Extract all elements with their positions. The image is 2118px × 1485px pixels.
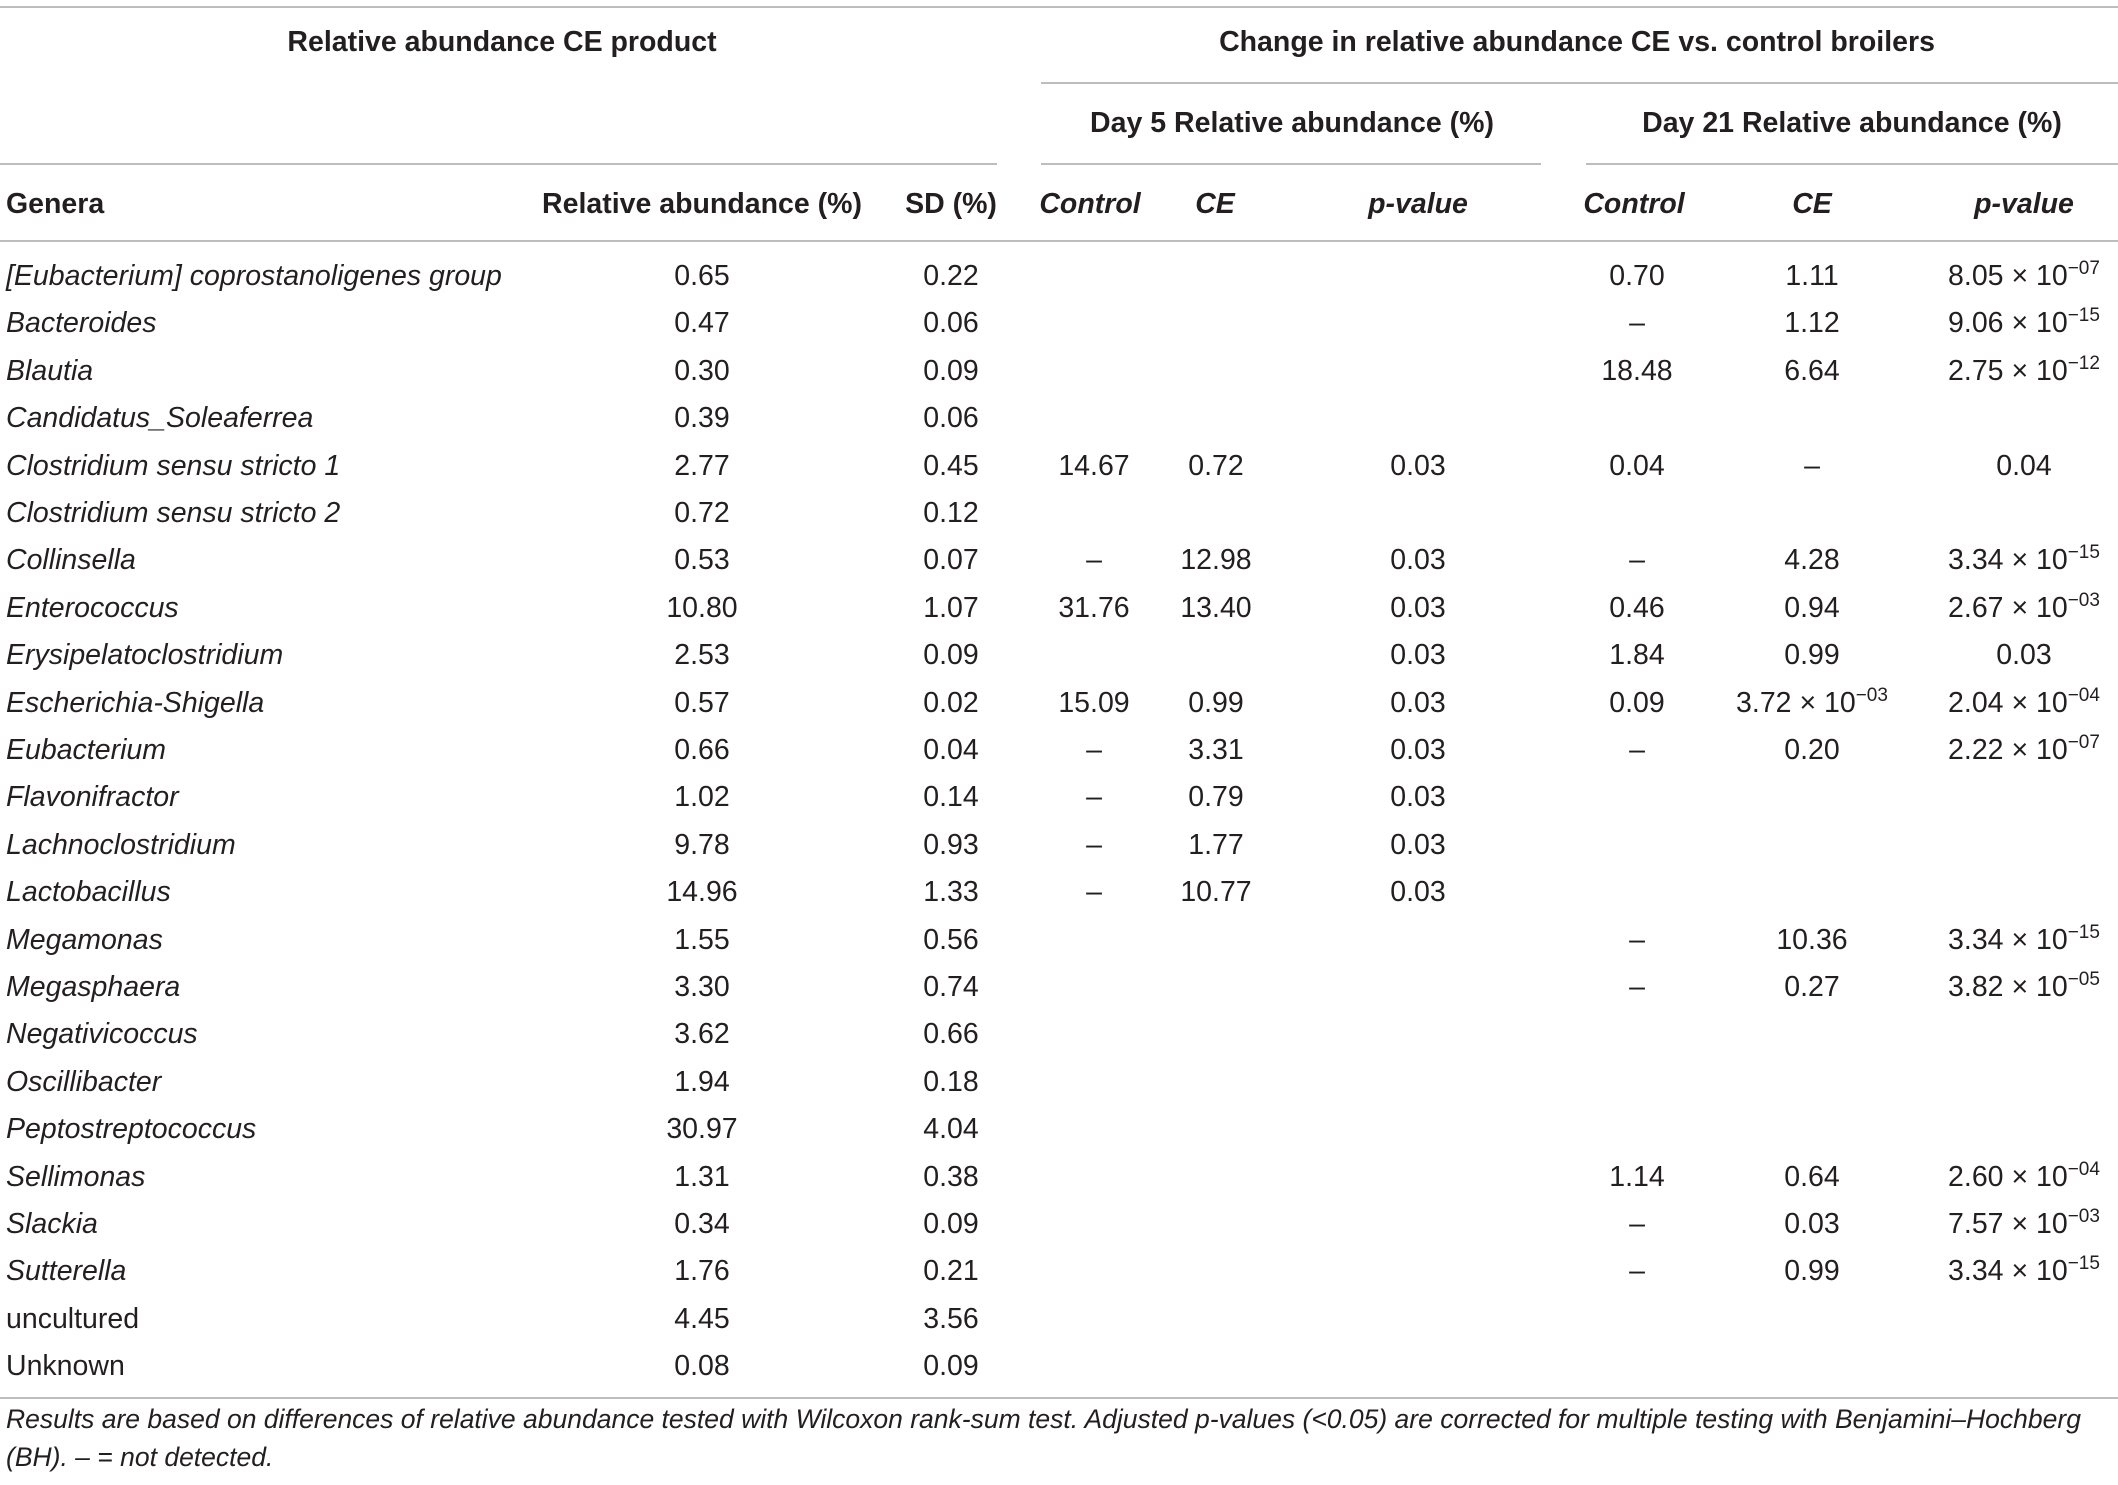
cell-d21-control: 0.04 [1609, 450, 1665, 482]
cell-relative-abundance: 10.80 [666, 592, 738, 624]
cell-d21-ce: – [1804, 450, 1820, 482]
cell-d21-ce-exponent: −03 [1855, 685, 1888, 706]
table-bottom-rule [0, 1397, 2118, 1399]
cell-d21-p-exponent: −03 [2067, 590, 2100, 611]
cell-d5-p: 0.03 [1390, 687, 1446, 719]
cell-d5-control: 14.67 [1058, 450, 1130, 482]
cell-d21-p: $8.05 \times 10^{-07}$ [1948, 258, 2100, 292]
cell-d5-ce: 0.99 [1188, 687, 1244, 719]
header-day5: Day 5 Relative abundance (%) [1090, 107, 1494, 139]
cell-genus: Lactobacillus [6, 876, 171, 908]
cell-sd: 0.06 [923, 402, 979, 434]
cell-d21-p-exponent: −03 [2067, 1206, 2100, 1227]
cell-d5-control: – [1086, 829, 1102, 861]
cell-relative-abundance: 30.97 [666, 1113, 738, 1145]
cell-sd: 0.38 [923, 1161, 979, 1193]
cell-d5-ce: 10.77 [1180, 876, 1252, 908]
col-genera: Genera [6, 188, 105, 220]
cell-d5-p: 0.03 [1390, 639, 1446, 671]
cell-d21-control: 0.70 [1609, 260, 1665, 292]
cell-d5-p: 0.03 [1390, 829, 1446, 861]
cell-sd: 0.18 [923, 1066, 979, 1098]
cell-d21-ce: $3.72 \times 10^{-03}$ [1736, 685, 1888, 719]
day21-rule [1586, 163, 2118, 165]
cell-d21-p: $3.34 \times 10^{-15}$ [1948, 1253, 2100, 1287]
cell-genus: uncultured [6, 1303, 140, 1335]
cell-relative-abundance: 1.76 [674, 1255, 730, 1287]
cell-d21-control: 1.14 [1609, 1161, 1665, 1193]
cell-d5-p: 0.03 [1390, 781, 1446, 813]
cell-sd: 0.06 [923, 307, 979, 339]
cell-d21-ce: 1.11 [1785, 260, 1839, 292]
cell-sd: 0.21 [923, 1255, 979, 1287]
cell-genus: Blautia [6, 355, 94, 387]
cell-sd: 0.02 [923, 687, 979, 719]
cell-d21-control: – [1629, 1208, 1645, 1240]
cell-d21-ce: 10.36 [1776, 924, 1848, 956]
cell-sd: 0.07 [923, 544, 979, 576]
cell-sd: 0.09 [923, 355, 979, 387]
cell-genus: Unknown [6, 1350, 125, 1382]
cell-genus: Peptostreptococcus [6, 1113, 257, 1145]
cell-sd: 0.14 [923, 781, 979, 813]
table-top-rule [0, 6, 2118, 8]
cell-d5-p: 0.03 [1390, 592, 1446, 624]
cell-sd: 0.09 [923, 639, 979, 671]
cell-relative-abundance: 0.72 [674, 497, 730, 529]
cell-d21-p-exponent: −15 [2067, 305, 2100, 326]
cell-d5-ce: 0.79 [1188, 781, 1244, 813]
cell-d21-control: 0.46 [1609, 592, 1665, 624]
day5-rule [1041, 163, 1541, 165]
col-relative-abundance: Relative abundance (%) [542, 188, 862, 220]
cell-sd: 1.07 [923, 592, 979, 624]
cell-d5-p: 0.03 [1390, 544, 1446, 576]
cell-relative-abundance: 0.08 [674, 1350, 730, 1382]
cell-d21-p: 0.04 [1996, 450, 2052, 482]
cell-d21-p-exponent: −15 [2067, 922, 2100, 943]
cell-d21-control: – [1629, 307, 1645, 339]
cell-d21-p-exponent: −04 [2067, 1159, 2100, 1180]
cell-d5-p: 0.03 [1390, 734, 1446, 766]
cell-d5-ce: 1.77 [1188, 829, 1244, 861]
cell-sd: 0.09 [923, 1350, 979, 1382]
cell-sd: 0.56 [923, 924, 979, 956]
cell-genus: Escherichia-Shigella [6, 687, 265, 719]
cell-d21-p: $2.75 \times 10^{-12}$ [1948, 353, 2100, 387]
cell-relative-abundance: 2.53 [674, 639, 730, 671]
cell-relative-abundance: 0.57 [674, 687, 730, 719]
cell-relative-abundance: 0.53 [674, 544, 730, 576]
cell-d5-p: 0.03 [1390, 876, 1446, 908]
cell-d21-control: – [1629, 544, 1645, 576]
cell-relative-abundance: 0.34 [674, 1208, 730, 1240]
cell-relative-abundance: 3.30 [674, 971, 730, 1003]
cell-genus: Candidatus_Soleaferrea [6, 402, 314, 434]
col-d5-ce: CE [1195, 188, 1235, 220]
group-rule-right [1041, 82, 2118, 84]
cell-relative-abundance: 0.66 [674, 734, 730, 766]
cell-sd: 4.04 [923, 1113, 979, 1145]
cell-genus: Clostridium sensu stricto 1 [6, 450, 341, 482]
cell-d21-p: 0.03 [1996, 639, 2052, 671]
cell-genus: Negativicoccus [6, 1018, 198, 1050]
cell-genus: Clostridium sensu stricto 2 [6, 497, 341, 529]
cell-d21-control: 18.48 [1601, 355, 1673, 387]
cell-d21-ce: 0.64 [1784, 1161, 1840, 1193]
cell-d21-p: $7.57 \times 10^{-03}$ [1948, 1206, 2100, 1240]
header-day21: Day 21 Relative abundance (%) [1642, 107, 2062, 139]
cell-d21-ce: 6.64 [1784, 355, 1840, 387]
cell-d5-control: – [1086, 544, 1102, 576]
cell-genus: [Eubacterium] coprostanoligenes group [6, 260, 502, 292]
cell-relative-abundance: 0.65 [674, 260, 730, 292]
cell-relative-abundance: 2.77 [674, 450, 730, 482]
cell-d5-control: 31.76 [1058, 592, 1130, 624]
cell-sd: 1.33 [923, 876, 979, 908]
cell-sd: 0.66 [923, 1018, 979, 1050]
cell-sd: 0.12 [923, 497, 979, 529]
cell-genus: Flavonifractor [6, 781, 179, 813]
cell-d21-control: 0.09 [1609, 687, 1665, 719]
col-d5-control: Control [1039, 188, 1141, 220]
cell-genus: Erysipelatoclostridium [6, 639, 284, 671]
cell-sd: 3.56 [923, 1303, 979, 1335]
cell-d21-p: $3.82 \times 10^{-05}$ [1948, 969, 2100, 1003]
cell-d21-control: – [1629, 734, 1645, 766]
cell-relative-abundance: 1.55 [674, 924, 730, 956]
group-rule-left [0, 163, 997, 165]
cell-d21-control: – [1629, 924, 1645, 956]
col-d21-ce: CE [1792, 188, 1832, 220]
cell-d21-ce: 0.27 [1784, 971, 1840, 1003]
cell-relative-abundance: 4.45 [674, 1303, 730, 1335]
col-d21-p: p-value [1974, 188, 2074, 220]
cell-relative-abundance: 1.02 [674, 781, 730, 813]
cell-genus: Enterococcus [6, 592, 179, 624]
cell-d5-control: 15.09 [1058, 687, 1130, 719]
cell-d5-control: – [1086, 876, 1102, 908]
cell-d5-control: – [1086, 781, 1102, 813]
cell-d21-p: $2.60 \times 10^{-04}$ [1948, 1159, 2100, 1193]
cell-d21-p: $3.34 \times 10^{-15}$ [1948, 542, 2100, 576]
cell-d5-ce: 0.72 [1188, 450, 1244, 482]
header-right-group: Change in relative abundance CE vs. control broilers [1219, 26, 1935, 58]
cell-d21-p-exponent: −05 [2067, 969, 2100, 990]
cell-genus: Sutterella [6, 1255, 127, 1287]
cell-sd: 0.45 [923, 450, 979, 482]
header-bottom-rule [0, 240, 2118, 242]
cell-genus: Slackia [6, 1208, 98, 1240]
cell-genus: Sellimonas [6, 1161, 146, 1193]
cell-sd: 0.09 [923, 1208, 979, 1240]
cell-d21-ce: 0.99 [1784, 639, 1840, 671]
cell-relative-abundance: 3.62 [674, 1018, 730, 1050]
cell-d21-control: – [1629, 1255, 1645, 1287]
cell-d21-p: $2.67 \times 10^{-03}$ [1948, 590, 2100, 624]
col-d5-p: p-value [1368, 188, 1468, 220]
cell-relative-abundance: 14.96 [666, 876, 738, 908]
cell-genus: Oscillibacter [6, 1066, 162, 1098]
cell-sd: 0.93 [923, 829, 979, 861]
cell-d21-ce: 0.03 [1784, 1208, 1840, 1240]
cell-sd: 0.74 [923, 971, 979, 1003]
cell-genus: Bacteroides [6, 307, 157, 339]
cell-d21-ce: 0.94 [1784, 592, 1840, 624]
cell-d5-ce: 12.98 [1180, 544, 1252, 576]
cell-d21-ce: 0.20 [1784, 734, 1840, 766]
cell-d21-p: $2.04 \times 10^{-04}$ [1948, 685, 2100, 719]
cell-d5-control: – [1086, 734, 1102, 766]
cell-relative-abundance: 1.94 [674, 1066, 730, 1098]
cell-d21-p: $2.22 \times 10^{-07}$ [1948, 732, 2100, 766]
cell-d5-p: 0.03 [1390, 450, 1446, 482]
cell-d5-ce: 13.40 [1180, 592, 1252, 624]
cell-d21-ce: 1.12 [1784, 307, 1840, 339]
cell-d21-p-exponent: −12 [2067, 353, 2100, 374]
col-d21-control: Control [1583, 188, 1685, 220]
cell-d21-ce: 0.99 [1784, 1255, 1840, 1287]
cell-d5-ce: 3.31 [1188, 734, 1244, 766]
col-sd: SD (%) [905, 188, 997, 220]
cell-d21-p-exponent: −07 [2067, 732, 2100, 753]
cell-d21-p-exponent: −15 [2067, 1253, 2100, 1274]
cell-d21-p-exponent: −07 [2067, 258, 2100, 279]
cell-genus: Lachnoclostridium [6, 829, 236, 861]
cell-d21-ce: 4.28 [1784, 544, 1840, 576]
cell-genus: Collinsella [6, 544, 136, 576]
cell-relative-abundance: 0.47 [674, 307, 730, 339]
cell-genus: Eubacterium [6, 734, 166, 766]
cell-relative-abundance: 1.31 [674, 1161, 730, 1193]
table-footnote: Results are based on differences of relative abundance tested with Wilcoxon rank-sum test. Adjusted p-values (<0.05) are corrected for multiple testing with Benjamini–Hochberg (BH). – = not detected. [6, 1404, 2081, 1472]
cell-relative-abundance: 0.30 [674, 355, 730, 387]
cell-sd: 0.22 [923, 260, 979, 292]
cell-d21-p: $3.34 \times 10^{-15}$ [1948, 922, 2100, 956]
cell-d21-control: – [1629, 971, 1645, 1003]
cell-relative-abundance: 0.39 [674, 402, 730, 434]
cell-d21-p-exponent: −15 [2067, 542, 2100, 563]
cell-relative-abundance: 9.78 [674, 829, 730, 861]
cell-genus: Megasphaera [6, 971, 181, 1003]
cell-sd: 0.04 [923, 734, 979, 766]
cell-d21-p-exponent: −04 [2067, 685, 2100, 706]
cell-d21-p: $9.06 \times 10^{-15}$ [1948, 305, 2100, 339]
cell-genus: Megamonas [6, 924, 163, 956]
header-left-group: Relative abundance CE product [287, 26, 717, 58]
cell-d21-control: 1.84 [1609, 639, 1665, 671]
